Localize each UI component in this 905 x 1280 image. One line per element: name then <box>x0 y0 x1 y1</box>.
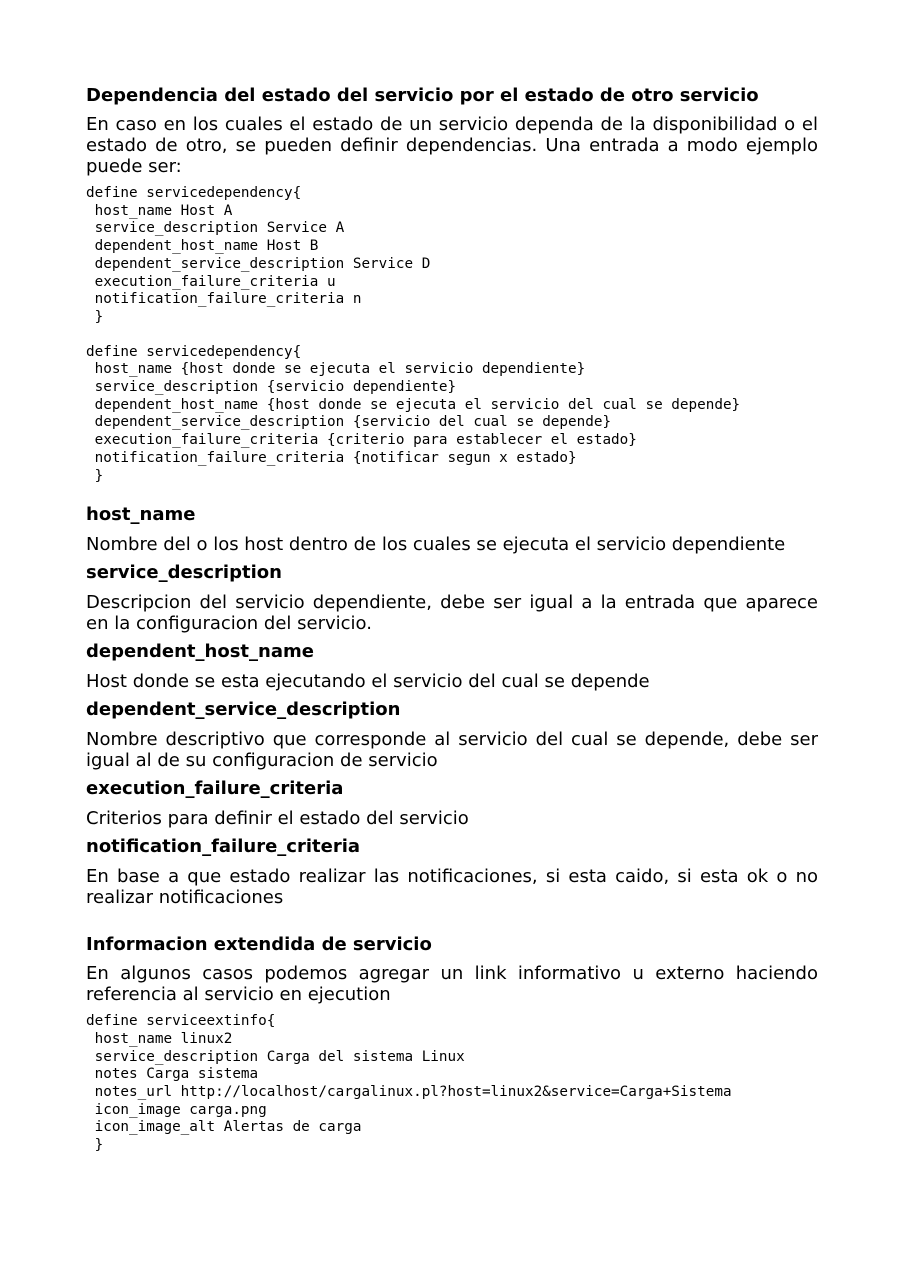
field-execution-failure-criteria <box>86 777 818 829</box>
section-heading-extended-info: Informacion extendida de servicio <box>86 934 432 956</box>
field-notification-failure-criteria <box>86 835 818 908</box>
field-description: Descripcion del servicio dependiente, debe ser igual a la entrada que aparece en la configuracion del servicio. <box>86 592 818 635</box>
field-service-description <box>86 561 818 634</box>
document-page <box>86 84 818 1155</box>
field-title: host_name <box>86 504 196 526</box>
code-template-dependency: define servicedependency{ host_name {host donde se ejecuta el servicio dependiente} service_description {servicio dependiente} dependent_host_name {host donde se ejecuta el servicio del cual se depende} dependent_service_description {servicio del cual se depende} execution_failure_criteria {criterio para establecer el estado} notification_failure_criteria {notificar segun x estado} } <box>86 343 741 484</box>
field-dependent-host-name <box>86 640 818 692</box>
field-title: dependent_host_name <box>86 641 314 663</box>
field-title: notification_failure_criteria <box>86 836 361 858</box>
field-description: Host donde se esta ejecutando el servicio del cual se depende <box>86 671 650 693</box>
field-description: Nombre del o los host dentro de los cuales se ejecuta el servicio dependiente <box>86 534 786 556</box>
section-intro-extended-info: En algunos casos podemos agregar un link informativo u externo haciendo referencia al servicio en ejecution <box>86 963 818 1006</box>
code-example-dependency: define servicedependency{ host_name Host A service_description Service A dependent_host_name Host B dependent_service_description Service D execution_failure_criteria u notification_failure_criteria n } <box>86 185 431 325</box>
field-title: execution_failure_criteria <box>86 778 344 800</box>
field-description: Nombre descriptivo que corresponde al servicio del cual se depende, debe ser igual al de su configuracion de servicio <box>86 729 818 772</box>
field-description: En base a que estado realizar las notificaciones, si esta caido, si esta ok o no realizar notificaciones <box>86 866 818 909</box>
field-description: Criterios para definir el estado del servicio <box>86 808 469 830</box>
field-host-name <box>86 503 818 555</box>
section-intro-dependency: En caso en los cuales el estado de un servicio dependa de la disponibilidad o el estado de otro, se pueden definir dependencias. Una entrada a modo ejemplo puede ser: <box>86 114 818 177</box>
field-title: service_description <box>86 562 282 584</box>
section-heading-dependency: Dependencia del estado del servicio por el estado de otro servicio <box>86 85 759 106</box>
code-example-extended-info: define serviceextinfo{ host_name linux2 service_description Carga del sistema Linux notes Carga sistema notes_url http://localhost/cargalinux.pl?host=linux2&service=Carga+Sistema icon_image carga.png icon_image_alt Alertas de carga } <box>86 1013 732 1154</box>
field-dependent-service-description <box>86 698 818 771</box>
field-title: dependent_service_description <box>86 699 401 721</box>
